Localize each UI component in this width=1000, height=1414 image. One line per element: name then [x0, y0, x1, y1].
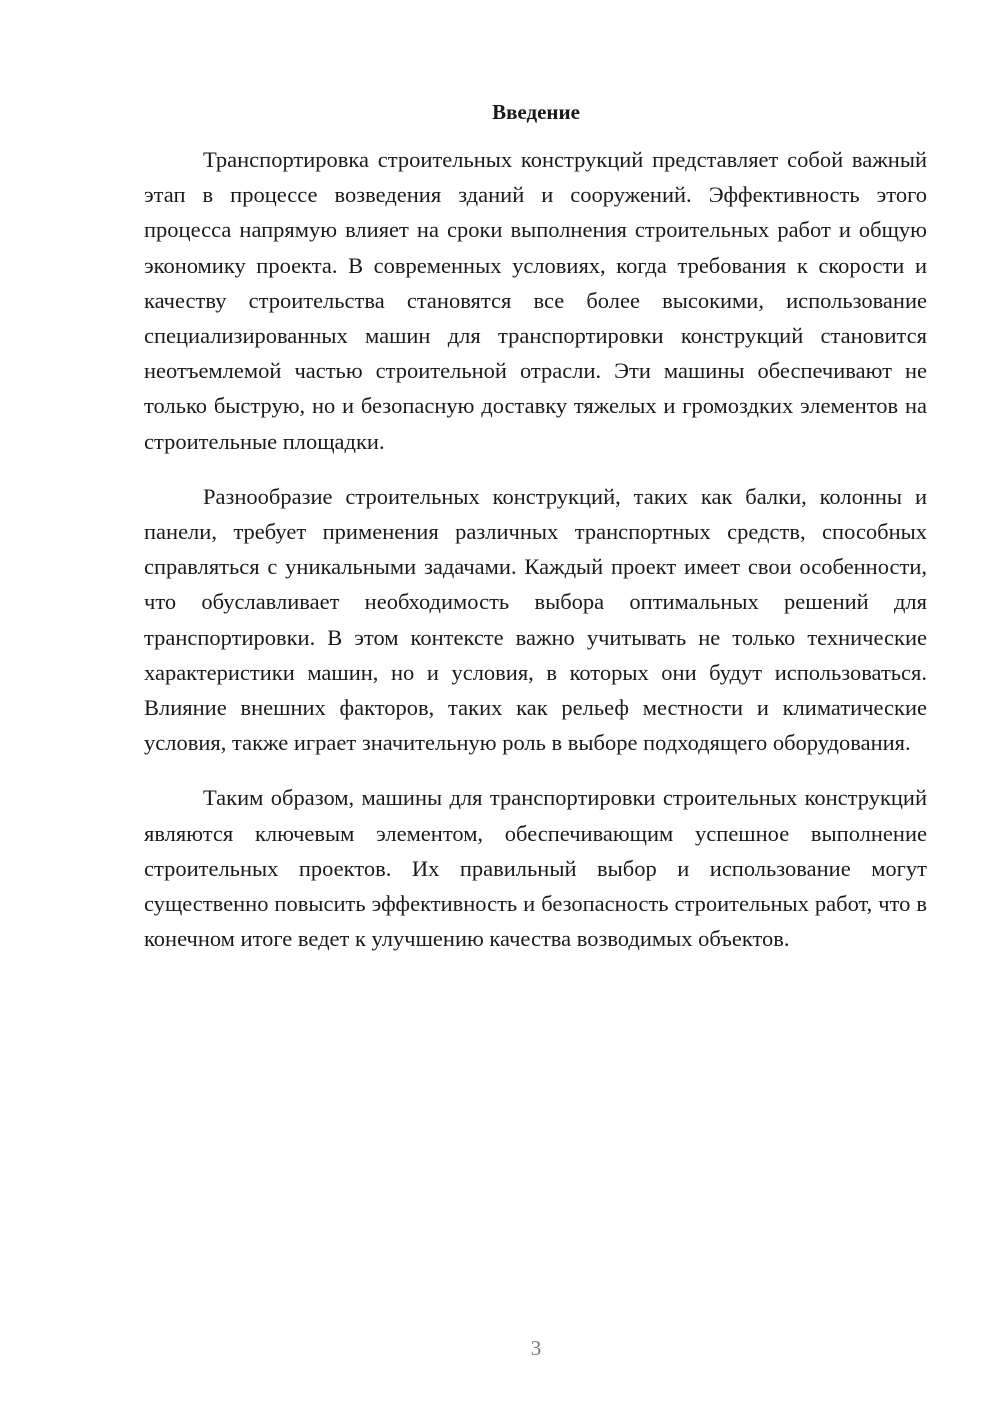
paragraph-2: Разнообразие строительных конструкций, таких как балки, колонны и панели, требует применения различных транспортных средств, способных справляться с уникальными задачами. Каждый проект имеет свои особенности, что обуславливает необходимость выбора оптимальных решений для транспортировки. В этом контексте важно учитывать не только технические характеристики машин, но и условия, в которых они будут использоваться. Влияние внешних факторов, таких как рельеф местности и климатические условия, также играет значительную роль в выборе подходящего оборудования. — [144, 483, 927, 756]
paragraph-1: Транспортировка строительных конструкций представляет собой важный этап в процессе возведения зданий и сооружений. Эффективность этого процесса напрямую влияет на сроки выполнения строительных работ и общую экономику проекта. В современных условиях, когда требования к скорости и качеству строительства становятся все более высокими, использование специализированных машин для транспортировки конструкций становится неотъемлемой частью строительной отрасли. Эти машины обеспечивают не только быструю, но и безопасную доставку тяжелых и громоздких элементов на строительные площадки. — [144, 147, 927, 454]
body-text — [144, 142, 927, 956]
section-title: Введение — [492, 100, 580, 124]
page-number: 3 — [530, 1336, 542, 1360]
paragraph-3: Таким образом, машины для транспортировки строительных конструкций являются ключевым элементом, обеспечивающим успешное выполнение строительных проектов. Их правильный выбор и использование могут существенно повысить эффективность и безопасность строительных работ, что в конечном итоге ведет к улучшению качества возводимых объектов. — [144, 785, 927, 952]
